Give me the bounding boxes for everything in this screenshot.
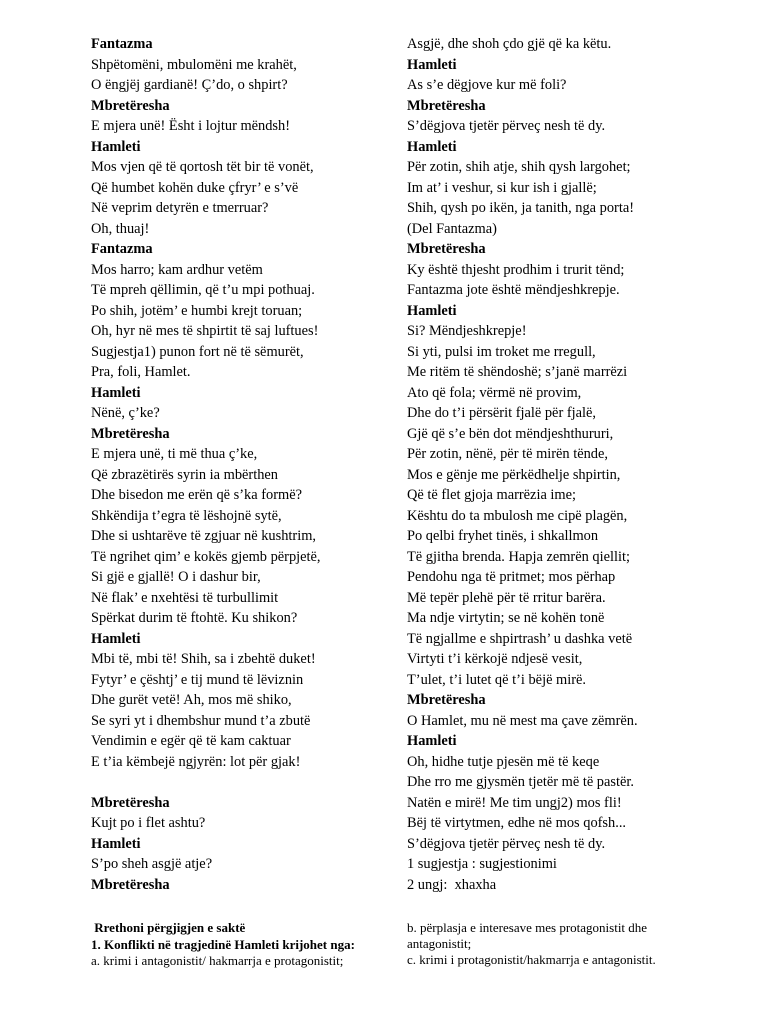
verse-line: Që zbrazëtirës syrin ia mbërthen xyxy=(91,466,278,483)
verse-line: Spërkat durim të ftohtë. Ku shikon? xyxy=(91,610,298,626)
verse-line: E t’ia këmbejë ngjyrën: lot për gjak! xyxy=(91,753,301,770)
speaker-name: Hamleti xyxy=(91,384,141,401)
verse-line: (Del Fantazma) xyxy=(407,220,497,237)
verse-line: Oh, hyr në mes të shpirtit të saj luftues! xyxy=(91,323,319,339)
verse-line: Po qelbi fryhet tinës, i shkallmon xyxy=(407,528,599,544)
verse-line: Oh, thuaj! xyxy=(91,220,150,237)
verse-line: Se syri yt i dhembshur mund t’a zbutë xyxy=(91,712,311,729)
answer-option-a[interactable]: a. krimi i antagonistit/ hakmarrja e protagonistit; xyxy=(91,953,344,968)
verse-line: Ky është thjesht prodhim i trurit tënd; xyxy=(407,261,625,278)
verse-line: Mbi të, mbi të! Shih, sa i zbehtë duket! xyxy=(91,651,316,667)
answer-option-b[interactable]: b. përplasja e interesave mes protagonistit dhe antagonistit; xyxy=(407,920,648,951)
verse-line: Në flak’ e nxehtësi të turbullimit xyxy=(91,589,279,606)
verse-line: Asgjë, dhe shoh çdo gjë që ka këtu. xyxy=(407,36,612,52)
verse-line: T’ulet, t’i lutet që t’i bëjë mirë. xyxy=(407,671,587,688)
speaker-name: Hamleti xyxy=(91,835,141,852)
verse-line: Më tepër plehë për të rritur barëra. xyxy=(407,589,606,606)
verse-line: Dhe bisedon me erën që s’ka formë? xyxy=(91,487,302,503)
verse-line: S’dëgjova tjetër përveç nesh të dy. xyxy=(407,118,606,134)
answer-option-c[interactable]: c. krimi i protagonistit/hakmarrja e antagonistit. xyxy=(407,952,656,967)
verse-line: Pendohu nga të pritmet; mos përhap xyxy=(407,569,616,585)
verse-line: Im at’ i veshur, si kur ish i gjallë; xyxy=(407,179,597,196)
verse-line: Shkëndija t’egra të lëshojnë sytë, xyxy=(91,507,282,524)
verse-line: Oh, hidhe tutje pjesën më të keqe xyxy=(407,753,600,770)
speaker-name: Hamleti xyxy=(407,56,457,73)
speaker-name: Fantazma xyxy=(91,36,153,52)
verse-line: O ëngjëj gardianë! Ç’do, o shpirt? xyxy=(91,77,288,93)
verse-line: Në veprim detyrën e tmerruar? xyxy=(91,200,269,216)
verse-line: Dhe gurët vetë! Ah, mos më shiko, xyxy=(91,692,292,708)
verse-line: Natën e mirë! Me tim ungj2) mos fli! xyxy=(407,794,622,811)
question-options-right xyxy=(407,920,697,968)
right-column xyxy=(407,34,707,895)
speaker-name: Hamleti xyxy=(407,733,457,749)
verse-line: Dhe do t’i përsërit fjalë për fjalë, xyxy=(407,405,596,421)
speaker-name: Mbretëresha xyxy=(407,692,486,708)
verse-line: Gjë që s’e bën dot mëndjeshthururi, xyxy=(407,425,614,442)
verse-line: Për zotin, nënë, për të mirën tënde, xyxy=(407,446,608,462)
speaker-name: Hamleti xyxy=(91,138,141,155)
verse-line: Virtyti t’i kërkojë ndjesë vesit, xyxy=(407,651,583,667)
speaker-name: Mbretëresha xyxy=(407,241,486,257)
verse-line: Si gjë e gjallë! O i dashur bir, xyxy=(91,569,261,585)
verse-line: Vendimin e egër që të kam caktuar xyxy=(91,733,291,749)
verse-line: Ato që fola; vërmë në provim, xyxy=(407,384,582,401)
verse-line: Si? Mëndjeshkrepje! xyxy=(407,323,527,339)
verse-line: Me ritëm të shëndoshë; s’janë marrëzi xyxy=(407,364,628,380)
verse-line: Fytyr’ e çështj’ e tij mund të lëviznin xyxy=(91,671,304,688)
verse-line: Të gjitha brenda. Hapja zemrën qiellit; xyxy=(407,548,630,565)
speaker-name: Mbretëresha xyxy=(91,425,170,442)
verse-line: Të ngjallme e shpirtrash’ u dashka vetë xyxy=(407,630,633,647)
verse-line: Të ngrihet qim’ e kokës gjemb përpjetë, xyxy=(91,548,321,565)
verse-line: O Hamlet, mu në mest ma çave zëmrën. xyxy=(407,712,638,729)
verse-line: Bëj të virtytmen, edhe në mos qofsh... xyxy=(407,815,627,831)
verse-line: S’po sheh asgjë atje? xyxy=(91,856,213,872)
verse-line: 1 sugjestja : sugjestionimi xyxy=(407,856,557,872)
verse-line: Po shih, jotëm’ e humbi krejt toruan; xyxy=(91,302,303,319)
verse-line: Mos harro; kam ardhur vetëm xyxy=(91,261,263,278)
verse-line: 2 ungj: xhaxha xyxy=(407,876,497,893)
speaker-name: Mbretëresha xyxy=(91,97,170,114)
speaker-name: Hamleti xyxy=(407,302,457,319)
verse-line: Sugjestja1) punon fort në të sëmurët, xyxy=(91,343,304,360)
verse-line: Që humbet kohën duke çfryr’ e s’vë xyxy=(91,179,299,196)
verse-line: E mjera unë! Ësht i lojtur mëndsh! xyxy=(91,118,291,134)
verse-line: Si yti, pulsi im troket me rregull, xyxy=(407,343,596,360)
speaker-name: Fantazma xyxy=(91,241,153,257)
verse-line: Pra, foli, Hamlet. xyxy=(91,364,191,380)
verse-line: Kështu do ta mbulosh me cipë plagën, xyxy=(407,507,628,524)
verse-line: Kujt po i flet ashtu? xyxy=(91,815,206,831)
speaker-name: Mbretëresha xyxy=(91,794,170,811)
verse-line: Shih, qysh po ikën, ja tanith, nga porta! xyxy=(407,200,635,216)
verse-line: Që të flet gjoja marrëzia ime; xyxy=(407,487,577,503)
verse-line: Mos vjen që të qortosh tët bir të vonët, xyxy=(91,159,314,175)
verse-line: Dhe rro me gjysmën tjetër më të pastër. xyxy=(407,774,634,790)
verse-line: E mjera unë, ti më thua ç’ke, xyxy=(91,446,258,462)
verse-line: Mos e gënje me përkëdhelje shpirtin, xyxy=(407,466,621,483)
verse-line: Dhe si ushtarëve të zgjuar në kushtrim, xyxy=(91,528,316,544)
verse-line: Ma ndje virtytin; se në kohën tonë xyxy=(407,610,605,626)
blank-line xyxy=(91,772,391,793)
speaker-name: Mbretëresha xyxy=(407,97,486,114)
question-block xyxy=(91,920,381,969)
speaker-name: Hamleti xyxy=(407,138,457,155)
question-title: 1. Konflikti në tragjedinë Hamleti krijohet nga: xyxy=(91,936,355,952)
verse-line: S’dëgjova tjetër përveç nesh të dy. xyxy=(407,835,606,852)
speaker-name: Hamleti xyxy=(91,630,141,647)
verse-line: Fantazma jote është mëndjeshkrepje. xyxy=(407,282,620,298)
speaker-name: Mbretëresha xyxy=(91,876,170,893)
verse-line: Nënë, ç’ke? xyxy=(91,405,160,421)
question-instruction: Rrethoni përgjigjen e saktë xyxy=(91,920,246,935)
verse-line: As s’e dëgjove kur më foli? xyxy=(407,77,567,93)
verse-line: Për zotin, shih atje, shih qysh largohet; xyxy=(407,159,631,175)
verse-line: Shpëtomëni, mbulomëni me krahët, xyxy=(91,56,297,73)
verse-line: Të mpreh qëllimin, që t’u mpi pothuaj. xyxy=(91,282,315,298)
left-column xyxy=(91,34,391,895)
